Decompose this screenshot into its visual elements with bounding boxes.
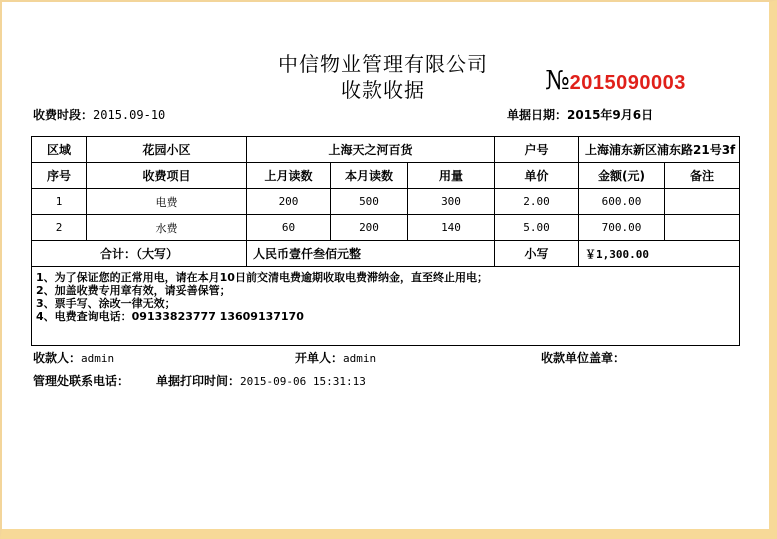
print-time-label: 单据打印时间：: [156, 374, 241, 388]
table-row: [32, 215, 740, 241]
table-row: [32, 189, 740, 215]
notes-cell: [32, 267, 740, 346]
account-label: 户号: [495, 137, 579, 163]
row-amount: 600.00: [579, 189, 665, 215]
number-sign: №: [545, 66, 570, 96]
row-usage: 300: [408, 189, 495, 215]
row-remark: [665, 189, 740, 215]
col-header-amount: 金额(元): [579, 163, 665, 189]
notes-row: [32, 267, 740, 346]
receipt-number-value: 2015090003: [569, 72, 686, 94]
note-line: 3、票手写、涂改一律无效；: [36, 297, 176, 310]
contact-phone-label: 管理处联系电话：: [33, 374, 130, 388]
payee: [33, 349, 114, 366]
contact-phone: [33, 372, 129, 389]
payee-label: 收款人：: [33, 351, 82, 365]
billing-period-label: 收费时段：: [33, 108, 94, 122]
total-small-label: 小写: [495, 241, 579, 267]
info-row: [32, 137, 740, 163]
row-no: 2: [32, 215, 87, 241]
row-item: 水费: [87, 215, 247, 241]
document-date-label: 单据日期：: [507, 108, 568, 122]
issuer: [295, 349, 376, 366]
payee-value: admin: [81, 352, 115, 365]
col-header-usage: 用量: [408, 163, 495, 189]
note-line: 2、加盖收费专用章有效，请妥善保管；: [36, 284, 231, 297]
row-usage: 140: [408, 215, 495, 241]
issuer-label: 开单人：: [295, 351, 344, 365]
note-line: 4、电费查询电话：09133823777 13609137170: [36, 310, 304, 323]
row-no: 1: [32, 189, 87, 215]
total-upper-value: 人民币壹仟叁佰元整: [247, 241, 495, 267]
col-header-no: 序号: [32, 163, 87, 189]
building-value: 上海天之河百货: [247, 137, 495, 163]
seal: [541, 349, 625, 366]
total-upper-label: 合计：（大写）: [32, 241, 247, 267]
note-line: 1、为了保证您的正常用电，请在本月10日前交清电费逾期收取电费滞纳金，直至终止用电；: [36, 271, 488, 284]
column-header-row: [32, 163, 740, 189]
account-value: 上海浦东新区浦东路21号3f: [579, 137, 740, 163]
document-date: [507, 106, 653, 123]
row-price: 2.00: [495, 189, 579, 215]
row-item: 电费: [87, 189, 247, 215]
area-label: 区域: [32, 137, 87, 163]
col-header-prev: 上月读数: [247, 163, 331, 189]
row-curr: 200: [331, 215, 408, 241]
seal-label: 收款单位盖章：: [541, 351, 626, 365]
col-header-item: 收费项目: [87, 163, 247, 189]
col-header-remark: 备注: [665, 163, 740, 189]
row-price: 5.00: [495, 215, 579, 241]
col-header-curr: 本月读数: [331, 163, 408, 189]
issuer-value: admin: [343, 352, 377, 365]
row-curr: 500: [331, 189, 408, 215]
receipt-table: [31, 136, 740, 346]
print-time-value: 2015-09-06 15:31:13: [240, 375, 366, 388]
col-header-price: 单价: [495, 163, 579, 189]
billing-period: [33, 106, 165, 123]
document-date-value: 2015年9月6日: [567, 108, 654, 122]
row-prev: 60: [247, 215, 331, 241]
total-row: [32, 241, 740, 267]
row-prev: 200: [247, 189, 331, 215]
total-small-value: ￥1,300.00: [579, 241, 740, 267]
print-time: [156, 372, 366, 389]
document-title: 收款收据: [341, 78, 425, 102]
receipt-number: [545, 66, 686, 96]
area-value: 花园小区: [87, 137, 247, 163]
row-remark: [665, 215, 740, 241]
company-name: 中信物业管理有限公司: [278, 52, 488, 76]
row-amount: 700.00: [579, 215, 665, 241]
billing-period-value: 2015.09-10: [93, 108, 166, 122]
